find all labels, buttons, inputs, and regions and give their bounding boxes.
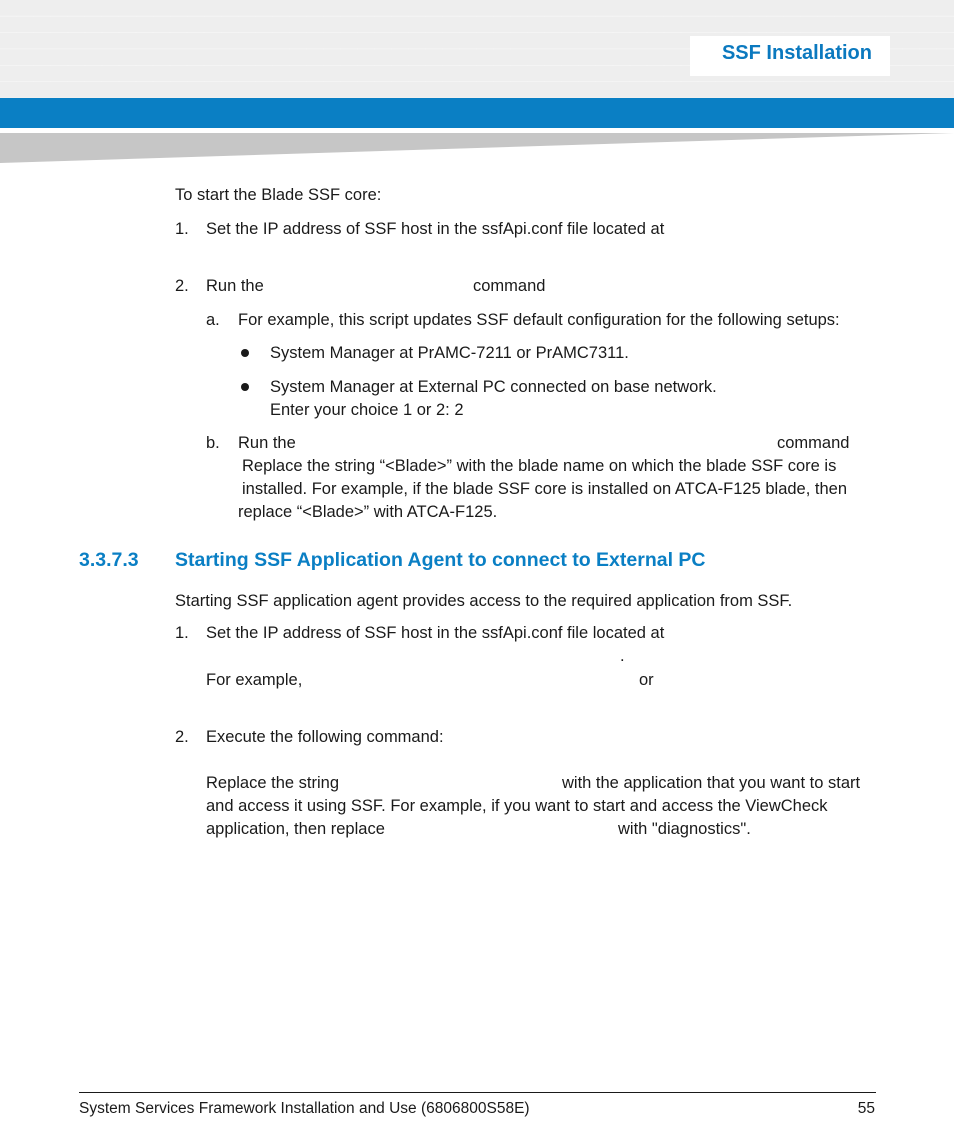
paragraph-line-after: with "diagnostics".	[618, 820, 751, 838]
step-period: .	[620, 647, 625, 665]
intro-text: To start the Blade SSF core:	[175, 186, 382, 204]
step-text: Set the IP address of SSF host in the ssfApi.conf file located at	[206, 624, 665, 642]
header-wedge	[0, 131, 954, 163]
footer-document-title: System Services Framework Installation and Use (6806800S58E)	[79, 1100, 530, 1117]
step-text: Set the IP address of SSF host in the ssfApi.conf file located at	[206, 220, 665, 238]
step-number: 1.	[175, 624, 189, 642]
footer-page-number: 55	[857, 1100, 875, 1117]
step-text-after: command	[473, 277, 546, 295]
paragraph-line: replace “<Blade>” with ATCA-F125.	[238, 503, 498, 521]
bullet-icon	[241, 349, 249, 357]
step-text: Execute the following command:	[206, 728, 444, 746]
paragraph-line: Replace the string “<Blade>” with the blade name on which the blade SSF core is	[242, 457, 837, 475]
step-number: 2.	[175, 277, 189, 295]
section-intro: Starting SSF application agent provides access to the required application from SSF.	[175, 592, 793, 610]
footer-rule	[79, 1092, 876, 1093]
example-or: or	[639, 671, 654, 689]
section-heading: Starting SSF Application Agent to connect to External PC	[175, 549, 706, 571]
paragraph-line-after: with the application that you want to start	[562, 774, 861, 792]
bullet-text: System Manager at External PC connected on base network.	[270, 378, 717, 396]
choice-text: Enter your choice 1 or 2: 2	[270, 401, 464, 419]
paragraph-line: Replace the string	[206, 774, 339, 792]
sub-step-letter: b.	[206, 434, 220, 452]
paragraph-line: installed. For example, if the blade SSF core is installed on ATCA-F125 blade, then	[242, 480, 848, 498]
section-number: 3.3.7.3	[79, 549, 139, 571]
example-text: For example,	[206, 671, 303, 689]
header-bar	[0, 98, 954, 128]
step-text: Run the	[206, 277, 264, 295]
sub-step-text: For example, this script updates SSF default configuration for the following setups:	[238, 311, 840, 329]
bullet-text: System Manager at PrAMC-7211 or PrAMC7311.	[270, 344, 629, 362]
paragraph-line: and access it using SSF. For example, if you want to start and access the ViewCheck	[206, 797, 828, 815]
paragraph-line: application, then replace	[206, 820, 385, 838]
page-header-title: SSF Installation	[721, 42, 872, 64]
sub-step-letter: a.	[206, 311, 220, 329]
sub-step-text-after: command	[777, 434, 850, 452]
sub-step-text: Run the	[238, 434, 296, 452]
step-number: 1.	[175, 220, 189, 238]
step-number: 2.	[175, 728, 189, 746]
bullet-icon	[241, 383, 249, 391]
